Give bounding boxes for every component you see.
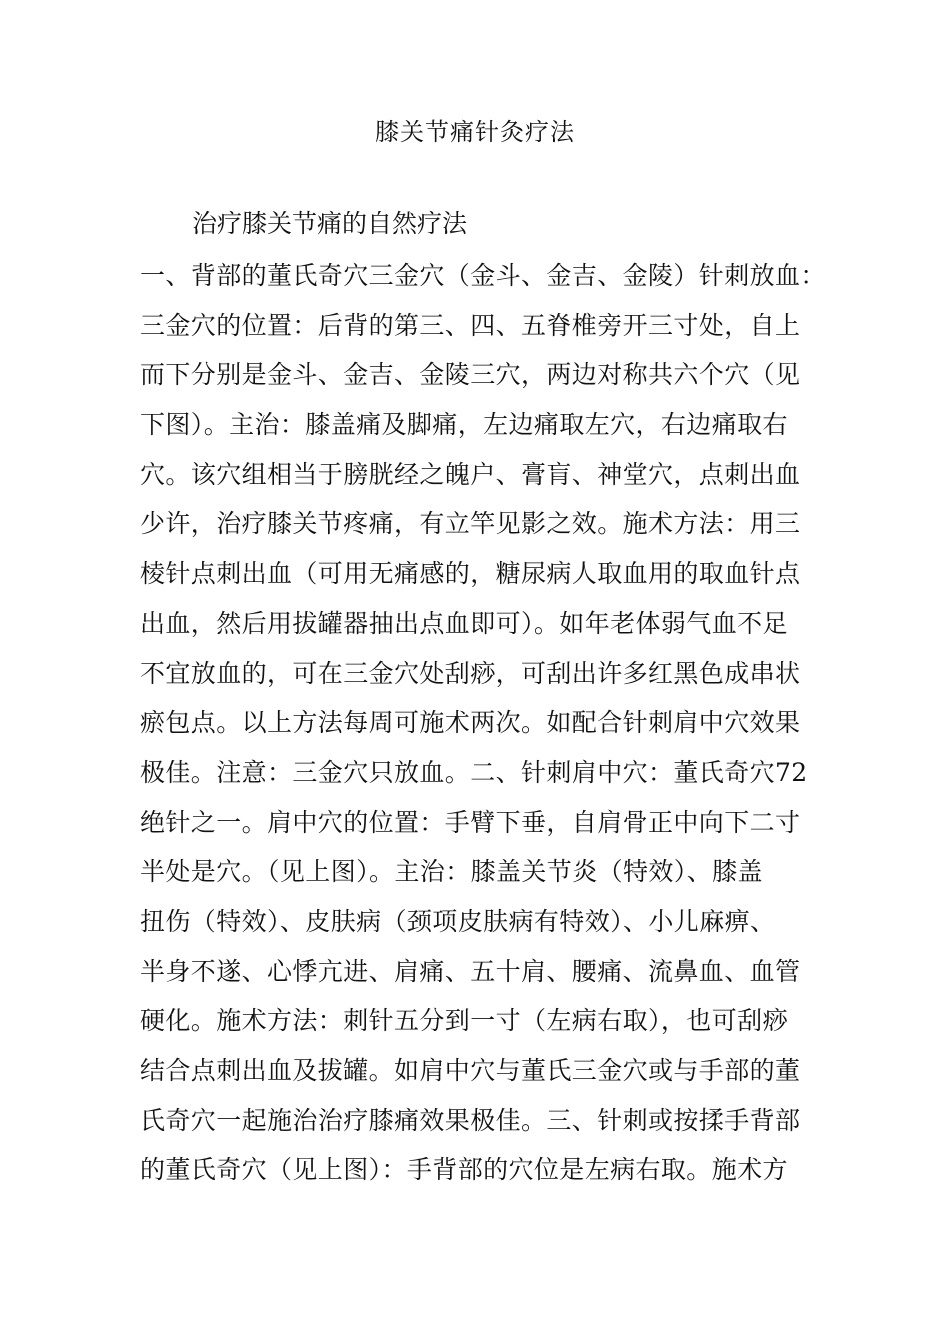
text-line: 氏奇穴一起施治治疗膝痛效果极佳。三、针刺或按揉手背部 [140, 1105, 801, 1135]
text-line: 结合点刺出血及拔罐。如肩中穴与董氏三金穴或与手部的董 [140, 1056, 801, 1085]
text-line: 一、背部的董氏奇穴三金穴（金斗、金吉、金陵）针刺放血： [140, 261, 826, 290]
text-line: 半身不遂、心悸亢进、肩痛、五十肩、腰痛、流鼻血、血管 [140, 956, 801, 986]
document-title: 膝关节痛针灸疗法 [375, 118, 575, 146]
text-line: 穴。该穴组相当于膀胱经之魄户、膏肓、神堂穴，点刺出血 [140, 459, 801, 489]
text-line: 的董氏奇穴（见上图）：手背部的穴位是左病右取。施术方 [140, 1155, 788, 1185]
section-subtitle: 治疗膝关节痛的自然疗法 [192, 209, 468, 238]
text-line: 不宜放血的，可在三金穴处刮痧，可刮出许多红黑色成串状 [140, 658, 801, 688]
text-line: 而下分别是金斗、金吉、金陵三穴，两边对称共六个穴（见 [140, 360, 801, 390]
text-line: 少许，治疗膝关节疼痛，有立竿见影之效。施术方法：用三 [140, 509, 801, 539]
text-line: 瘀包点。以上方法每周可施术两次。如配合针刺肩中穴效果 [140, 708, 801, 738]
body-text [140, 256, 826, 1200]
text-line: 扭伤（特效）、皮肤病（颈项皮肤病有特效）、小儿麻痹、 [140, 906, 776, 936]
text-line: 硬化。施术方法：刺针五分到一寸（左病右取），也可刮痧 [140, 1006, 788, 1036]
text-line: 极佳。注意：三金穴只放血。二、针刺肩中穴：董氏奇穴72 [140, 757, 808, 787]
text-line: 半处是穴。（见上图）。主治：膝盖关节炎（特效）、膝盖 [140, 857, 763, 887]
text-line: 绝针之一。肩中穴的位置：手臂下垂，自肩骨正中向下二寸 [140, 807, 801, 837]
text-line: 棱针点刺出血（可用无痛感的，糖尿病人取血用的取血针点 [140, 559, 801, 589]
text-line: 下图）。主治：膝盖痛及脚痛，左边痛取左穴，右边痛取右 [140, 410, 788, 440]
text-line: 出血，然后用拔罐器抽出点血即可）。如年老体弱气血不足 [140, 608, 788, 638]
text-line: 三金穴的位置：后背的第三、四、五脊椎旁开三寸处，自上 [140, 310, 801, 340]
